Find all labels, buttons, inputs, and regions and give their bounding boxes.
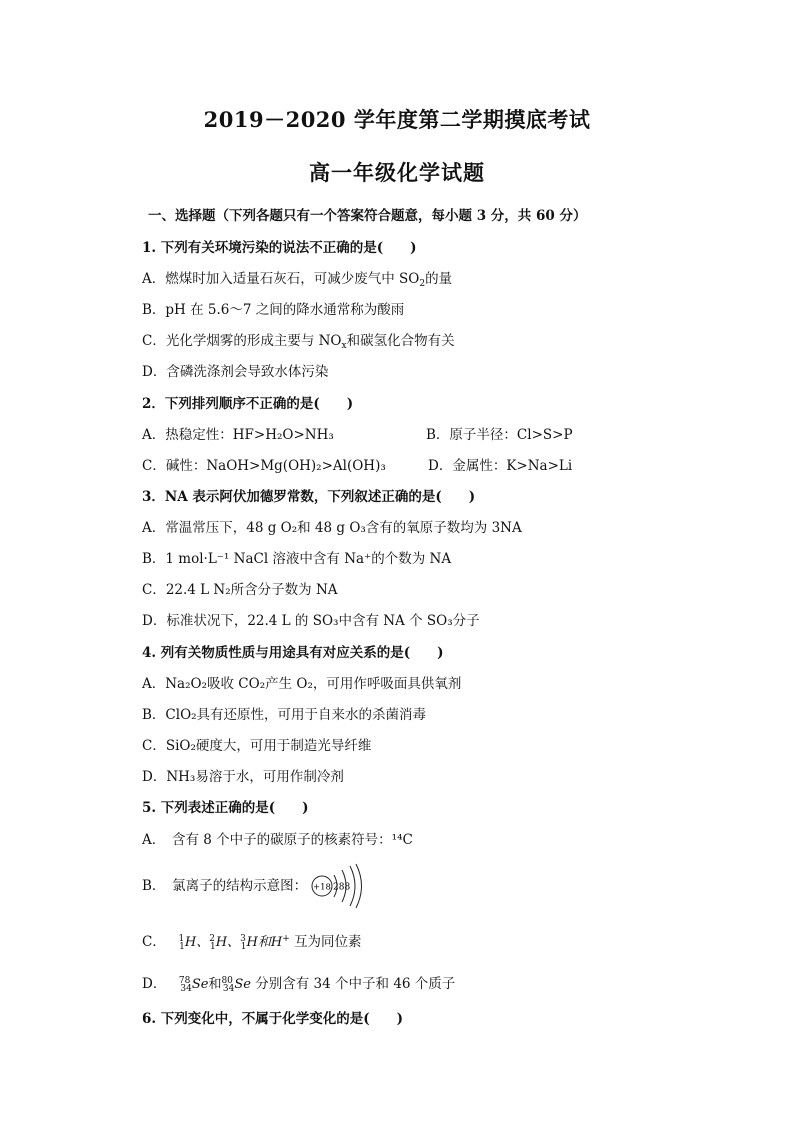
nucleus-charge-label: +18 [313,882,331,893]
question-5-option-a: A． 含有 8 个中子的碳原子的核素符号：¹⁴C [142,832,413,848]
electron-shell-counts: 288 [333,882,351,893]
question-3-stem: 3．NA 表示阿伏加德罗常数，下列叙述正确的是( ) [142,489,476,505]
exam-subtitle: 高一年级化学试题 [309,160,485,185]
question-1-stem: 1. 下列有关环境污染的说法不正确的是( ) [142,240,417,256]
question-5-stem: 5. 下列表述正确的是( ) [142,800,309,816]
question-2-option-c: C．碱性：NaOH>Mg(OH)₂>Al(OH)₃ [142,458,386,474]
selenium-isotopes-notation: $^{78}_{34}$Se和$^{80}_{34}$Se [178,976,251,994]
question-1-option-c: C．光化学烟雾的形成主要与 $NO_x$和碳氢化合物有关 [142,333,455,351]
question-2-option-a: A．热稳定性：HF>H₂O>NH₃ [142,427,334,443]
question-4-option-b: B．ClO₂具有还原性，可用于自来水的杀菌消毒 [142,707,427,723]
question-1-option-b: B．pH 在 5.6～7 之间的降水通常称为酸雨 [142,302,405,318]
question-4-stem: 4. 列有关物质性质与用途具有对应关系的是( ) [142,645,444,661]
question-2-stem: 2．下列排列顺序不正确的是( ) [142,396,354,412]
chloride-ion-structure-diagram [306,863,366,909]
question-3-option-c: C．22.4 L N₂所含分子数为 NA [142,582,338,598]
section-heading: 一、选择题（下列各题只有一个答案符合题意，每小题 3 分，共 60 分） [148,208,587,224]
question-5-option-b-text: B． 氯离子的结构示意图： [142,878,308,894]
question-2-option-d: D．金属性：K>Na>Li [428,458,573,474]
question-5-option-d: D． $^{78}_{34}$Se和$^{80}_{34}$Se 分别含有 34 个中子和 46 个质子 [142,976,456,994]
question-6-stem: 6. 下列变化中，不属于化学变化的是( ) [142,1011,404,1027]
question-3-option-b: B．1 mol·L⁻¹ NaCl 溶液中含有 Na⁺的个数为 NA [142,551,452,567]
question-4-option-d: D．NH₃易溶于水，可用作制冷剂 [142,769,344,785]
question-5-option-c: C． $^1_1$H、$^2_1$H、$^3_1$H和H+ 互为同位素 [142,934,362,952]
question-5-option-b [142,877,307,895]
question-2-option-b: B．原子半径：Cl>S>P [426,427,573,443]
question-1-option-d: D．含磷洗涤剂会导致水体污染 [142,364,329,380]
question-4-option-c: C．SiO₂硬度大，可用于制造光导纤维 [142,738,372,754]
question-3-option-a: A．常温常压下，48 g O₂和 48 g O₃含有的氧原子数均为 3NA [142,520,522,536]
question-3-option-d: D．标准状况下，22.4 L 的 SO₃中含有 NA 个 SO₃分子 [142,613,480,629]
question-1-option-a: A．燃煤时加入适量石灰石，可减少废气中 $SO_2$的量 [142,271,453,289]
exam-title: 2019－2020 学年度第二学期摸底考试 [203,107,591,132]
question-4-option-a: A．Na₂O₂吸收 CO₂产生 O₂，可用作呼吸面具供氧剂 [142,676,462,692]
hydrogen-isotopes-notation: $^1_1$H、$^2_1$H、$^3_1$H和H+ [178,934,290,952]
